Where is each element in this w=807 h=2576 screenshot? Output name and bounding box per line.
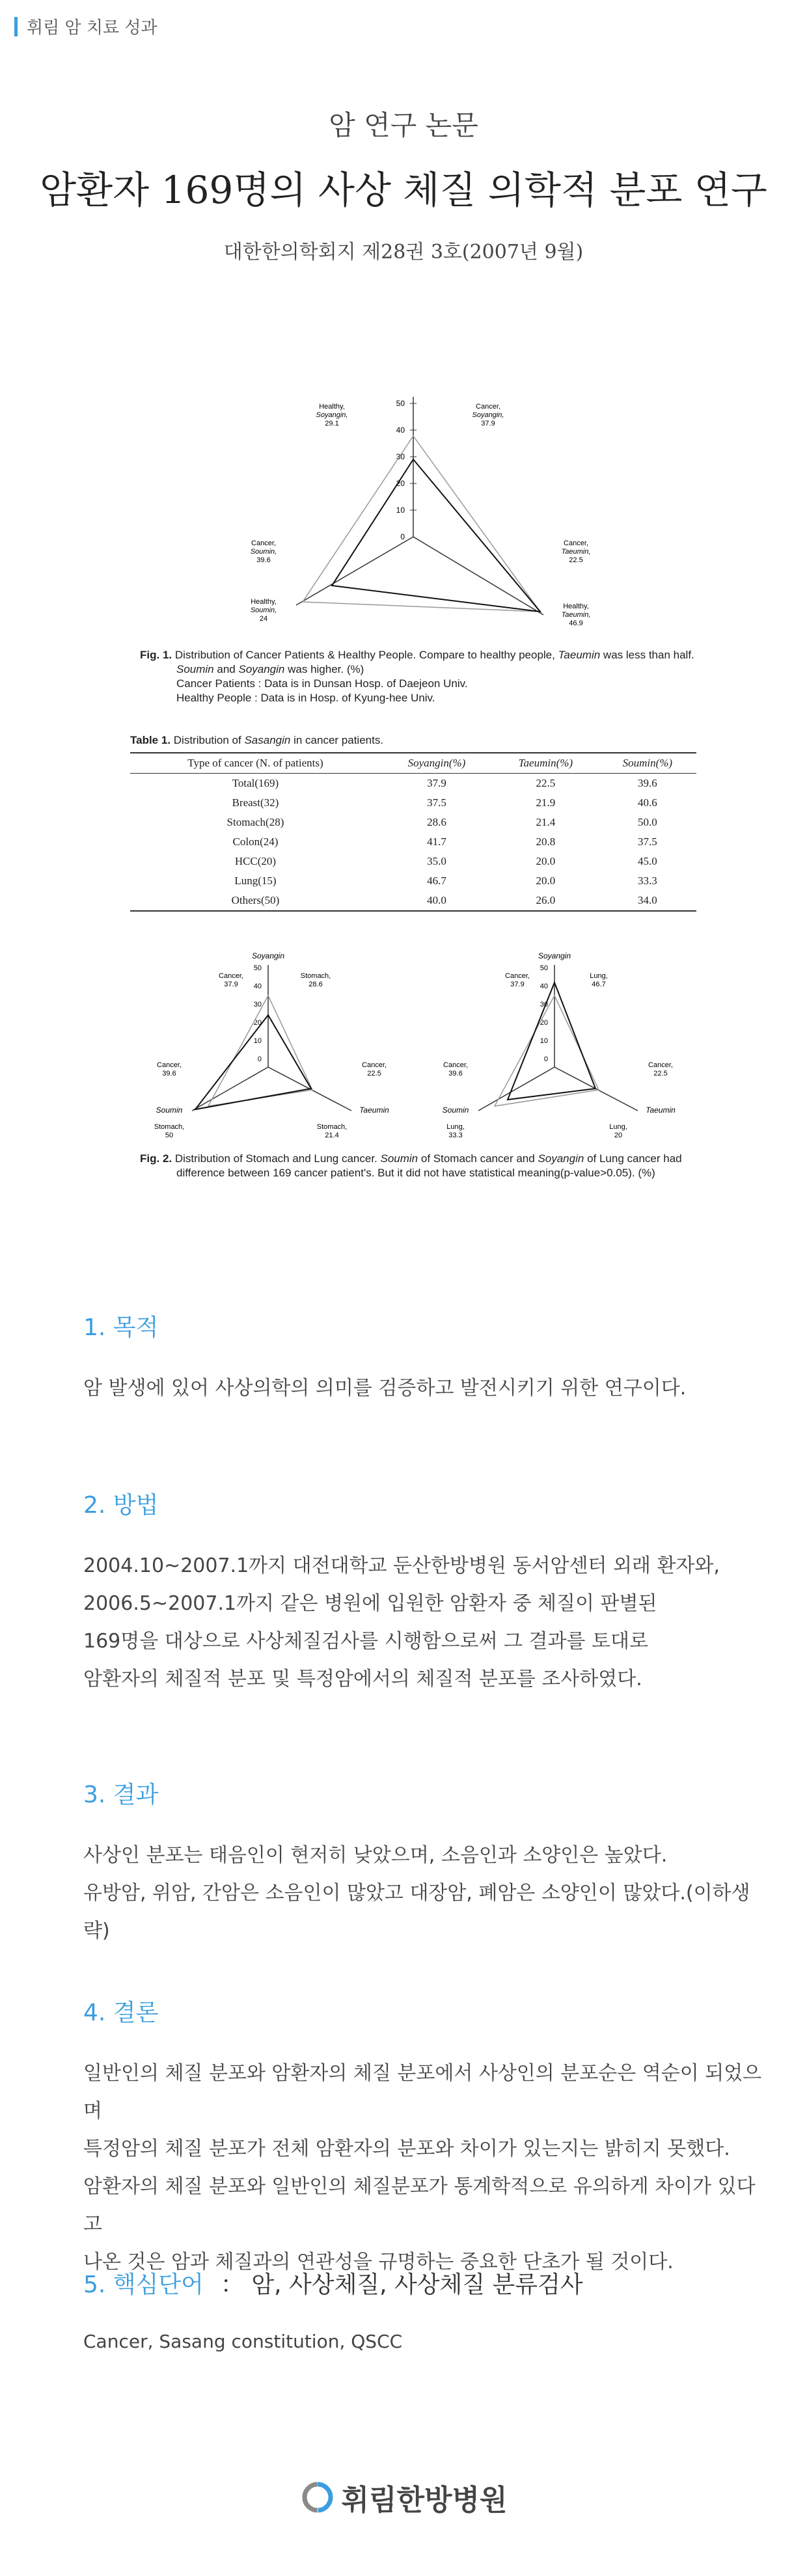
section-line: 2006.5~2007.1까지 같은 병원에 입원한 암환자 중 체질이 판별된	[83, 1592, 657, 1615]
table-header-row	[130, 753, 696, 774]
fig2-right-label: Cancer,	[648, 1061, 673, 1069]
fig1-caption-line2: Soumin and Soyangin was higher. (%)	[176, 663, 364, 675]
keywords-heading-row	[83, 2266, 767, 2299]
table-row: Total(169) 37.9 22.5 39.6	[232, 777, 657, 789]
section-heading: 1. 목적	[83, 1314, 159, 1341]
fig2-right-label: Cancer,	[505, 972, 530, 980]
fig2-left-axis-top: Soyangin	[251, 951, 285, 960]
keywords-english: Cancer, Sasang constitution, QSCC	[83, 2331, 403, 2352]
fig2-left-label: 37.9	[224, 981, 238, 988]
section-line: 암 발생에 있어 사상의학의 의미를 검증하고 발전시키기 위한 연구이다.	[83, 1377, 687, 1400]
fig2-left-tick: 10	[253, 1037, 262, 1045]
fig1-axis-right	[413, 537, 543, 615]
table-row: HCC(20) 35.0 20.0 45.0	[234, 855, 657, 867]
section-heading: 4. 결론	[83, 2000, 159, 2026]
figure1-caption	[140, 648, 713, 705]
table-header-cell: Soyangin(%)	[407, 757, 466, 769]
fig2-right-label: 37.9	[510, 981, 525, 988]
table-row: Lung(15) 46.7 20.0 33.3	[234, 874, 657, 887]
figure1-radar-chart	[195, 384, 612, 644]
fig1-cancer-series	[303, 436, 540, 612]
fig2-left-label: 39.6	[162, 1070, 176, 1078]
fig2-left-label: Stomach,	[154, 1123, 185, 1131]
fig2-left-tick: 20	[253, 1019, 262, 1027]
keywords-korean: ： 암, 사상체질, 사상체질 분류검사	[220, 2271, 583, 2298]
fig2-right-axis-top: Soyangin	[538, 951, 571, 960]
fig1-tick-label: 0	[400, 532, 405, 541]
fig2-right-label: 22.5	[653, 1070, 668, 1078]
fig2-right-label: Lung,	[609, 1123, 627, 1131]
fig1-tick-label: 30	[396, 452, 405, 461]
fig1-caption-line4: Healthy People : Data is in Hosp. of Kyung-hee Univ.	[176, 692, 435, 704]
fig2-right-tick: 0	[543, 1055, 548, 1063]
fig1-label-cancer-soumin-2: Soumin,	[250, 548, 277, 556]
table-row: Colon(24) 41.7 20.8 37.5	[232, 835, 657, 848]
section-result	[83, 1776, 767, 1950]
fig1-label-cancer-soumin-3: 39.6	[256, 556, 271, 564]
fig2-caption-line1: Fig. 2. Distribution of Stomach and Lung cancer. Soumin of Stomach cancer and Soyangin of Lung cancer had	[140, 1152, 682, 1165]
fig2-left-label: Cancer,	[362, 1061, 387, 1069]
table-header-cell: Soumin(%)	[622, 757, 673, 769]
section-body	[83, 2055, 767, 2281]
fig2-left-label: Stomach,	[300, 972, 331, 980]
paper-title: 암환자 169명의 사상 체질 의학적 분포 연구	[40, 168, 767, 212]
fig1-caption-line3: Cancer Patients : Data is in Dunsan Hosp. of Daejeon Univ.	[176, 677, 468, 690]
section-body	[83, 1547, 767, 1698]
fig1-tick-label: 40	[396, 426, 405, 435]
fig2-right-tick: 10	[540, 1037, 548, 1045]
fig1-label-cancer-soyangin-1: Cancer,	[476, 403, 500, 411]
fig1-healthy-series	[332, 459, 540, 612]
section-line: 사상인 분포는 태음인이 현저히 낮았으며, 소음인과 소양인은 높았다.	[83, 1844, 668, 1867]
fig2-right-tick: 30	[540, 1001, 548, 1009]
paper-kicker: 암 연구 논문	[329, 109, 478, 141]
section-body	[83, 1370, 767, 1407]
fig1-label-cancer-soyangin-2: Soyangin,	[472, 411, 504, 419]
fig1-label-healthy-soumin-2: Soumin,	[250, 606, 277, 614]
fig2-right-label: Cancer,	[443, 1061, 468, 1069]
logo-ring-icon	[299, 2479, 336, 2515]
fig1-label-cancer-soumin-1: Cancer,	[251, 539, 276, 547]
fig1-label-healthy-soyangin-1: Healthy,	[319, 403, 345, 411]
table1-title: Table 1. Distribution of Sasangin in cancer patients.	[130, 734, 384, 746]
section-body	[83, 1837, 767, 1950]
fig2-left-label: Cancer,	[157, 1061, 182, 1069]
figure2-stomach-radar	[130, 947, 417, 1148]
fig1-tick-label: 20	[396, 479, 405, 488]
section-heading: 3. 결과	[83, 1782, 159, 1808]
fig1-tick-label: 10	[396, 506, 405, 515]
fig1-label-healthy-taeumin-1: Healthy,	[563, 603, 589, 610]
table-row: Stomach(28) 28.6 21.4 50.0	[226, 816, 657, 828]
fig1-label-cancer-taeumin-2: Taeumin,	[561, 548, 591, 556]
section-line: 유방암, 위암, 간암은 소음인이 많았고 대장암, 폐암은 소양인이 많았다.(이하생략)	[83, 1882, 750, 1942]
fig2-right-tick: 50	[540, 964, 548, 972]
fig2-left-label: 50	[165, 1132, 174, 1139]
logo-text: 휘림한방병원	[341, 2484, 508, 2517]
table1-grid	[130, 752, 696, 912]
fig1-label-healthy-soumin-3: 24	[259, 615, 268, 623]
fig2-left-tick: 30	[253, 1001, 262, 1009]
fig2-right-label: Lung,	[446, 1123, 465, 1131]
fig2-right-label: 20	[614, 1132, 623, 1139]
section-line: 169명을 대상으로 사상체질검사를 시행함으로써 그 결과를 토대로	[83, 1630, 648, 1653]
fig1-label-healthy-soumin-1: Healthy,	[251, 598, 277, 606]
fig2-right-label: 46.7	[592, 981, 606, 988]
header-accent-bar	[14, 17, 18, 36]
fig2-right-label: 39.6	[448, 1070, 463, 1078]
fig1-axis-left	[296, 537, 413, 605]
hospital-logo	[0, 2476, 807, 2518]
section-heading: 5. 핵심단어	[83, 2271, 204, 2298]
section-line: 나온 것은 암과 체질과의 연관성을 규명하는 중요한 단초가 될 것이다.	[83, 2251, 674, 2273]
fig1-label-healthy-soyangin-3: 29.1	[325, 420, 339, 427]
figure2-lung-radar	[417, 947, 703, 1148]
fig1-label-healthy-taeumin-2: Taeumin,	[561, 611, 591, 619]
fig2-left-axis-right: Taeumin	[359, 1105, 389, 1115]
fig2-right-tick: 20	[540, 1019, 548, 1027]
paper-journal: 대한한의학회지 제28권 3호(2007년 9월)	[223, 241, 584, 264]
fig2-right-label: Lung,	[590, 972, 608, 980]
table1	[130, 734, 696, 912]
section-line: 일반인의 체질 분포와 암환자의 체질 분포에서 사상인의 분포순은 역순이 되었으며	[83, 2062, 762, 2122]
fig1-label-healthy-soyangin-2: Soyangin,	[316, 411, 348, 419]
fig2-left-label: Stomach,	[316, 1123, 348, 1131]
section-line: 암환자의 체질 분포와 일반인의 체질분포가 통계학적으로 유의하게 차이가 있다고	[83, 2175, 756, 2236]
fig2-right-axis-right: Taeumin	[646, 1105, 676, 1115]
fig2-left-label: 22.5	[367, 1070, 381, 1078]
table-header-cell: Taeumin(%)	[518, 757, 573, 769]
page-header-label	[14, 14, 157, 38]
section-purpose	[83, 1309, 767, 1407]
section-line: 2004.10~2007.1까지 대전대학교 둔산한방병원 동서암센터 외래 환자와,	[83, 1554, 720, 1577]
fig1-label-cancer-taeumin-1: Cancer,	[564, 539, 588, 547]
table-header-cell: Type of cancer (N. of patients)	[187, 757, 323, 769]
table-row: Others(50) 40.0 26.0 34.0	[130, 891, 696, 911]
fig2-left-tick: 40	[253, 983, 262, 990]
fig2-left-axis-left: Soumin	[156, 1105, 183, 1115]
fig2-left-label: 21.4	[325, 1132, 339, 1139]
fig1-tick-label: 50	[396, 399, 405, 408]
section-keywords	[83, 2266, 767, 2352]
section-line: 암환자의 체질적 분포 및 특정암에서의 체질적 분포를 조사하였다.	[83, 1668, 642, 1690]
fig2-right-label: 33.3	[448, 1132, 463, 1139]
section-line: 특정암의 체질 분포가 전체 암환자의 분포와 차이가 있는지는 밝히지 못했다.	[83, 2137, 730, 2160]
fig2-left-tick: 50	[253, 964, 262, 972]
section-method	[83, 1487, 767, 1698]
fig1-label-healthy-taeumin-3: 46.9	[569, 619, 583, 627]
fig1-caption-line1: Fig. 1. Distribution of Cancer Patients & Healthy People. Compare to healthy people, Taeumin was less than half.	[140, 649, 694, 661]
fig2-left-label: Cancer,	[219, 972, 243, 980]
fig2-left-label: 28.6	[308, 981, 323, 988]
section-conclusion	[83, 1994, 767, 2281]
table-row: Breast(32) 37.5 21.9 40.6	[232, 796, 657, 809]
fig1-label-cancer-taeumin-3: 22.5	[569, 556, 583, 564]
figure2-caption	[140, 1152, 713, 1180]
fig2-left-tick: 0	[257, 1055, 262, 1063]
fig1-label-cancer-soyangin-3: 37.9	[481, 420, 495, 427]
fig2-right-axis-left: Soumin	[442, 1105, 469, 1115]
fig2-caption-line2: difference between 169 cancer patient's. But it did not have statistical meaning(p-value>0.05). (%)	[176, 1167, 655, 1179]
section-heading: 2. 방법	[83, 1492, 159, 1519]
fig2-right-tick: 40	[540, 983, 548, 990]
header-label-text: 휘림 암 치료 성과	[27, 18, 157, 38]
